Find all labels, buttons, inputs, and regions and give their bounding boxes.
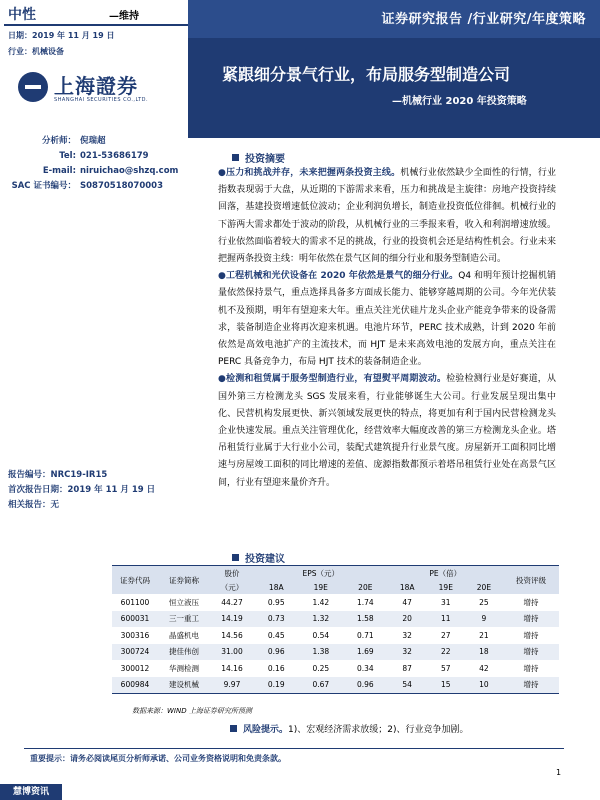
paragraph-text: 检验检测行业是好赛道，从国外第三方检测龙头 SGS 发展来看，行业能够诞生大公司。行业发展呈现出集中化、民营机构发展更快、新兴领域发展更快的特点，将更加有利于国内民营检测龙头企业快速发展。重点关注管理优化，经营效率大幅度改善的第三方检测龙头企业。塔吊租赁行业属于大行业小公司，装配式建筑提升行业景气度。房屋新开工面积同比增速与房屋竣工面积的同比增速的差值、庞源指数都预示着塔吊租赁行业处在高景气区间，行业有望迎来量价齐升。 — [218, 374, 556, 488]
cell-eps: 0.73 — [254, 611, 299, 628]
col-code: 证券代码 — [112, 566, 158, 595]
cell-eps: 1.32 — [299, 611, 344, 628]
cell-pe: 32 — [388, 644, 427, 661]
risk-text: 1)、宏观经济需求放缓；2)、行业竞争加剧。 — [288, 725, 469, 735]
cell-pe: 20 — [388, 611, 427, 628]
cell-price: 9.97 — [210, 677, 254, 694]
analyst-key: Tel: — [59, 151, 76, 161]
table-row — [112, 644, 559, 661]
rating-main: 中性 — [8, 7, 36, 23]
col-price-unit: （元） — [210, 580, 254, 594]
cell-pe: 87 — [388, 660, 427, 677]
cell-code: 300316 — [112, 627, 158, 644]
cell-pe: 54 — [388, 677, 427, 694]
table-row — [112, 611, 559, 628]
cell-pe: 11 — [427, 611, 465, 628]
cell-pe: 25 — [465, 594, 503, 611]
section-square-icon — [232, 154, 239, 161]
cell-eps: 0.19 — [254, 677, 299, 694]
analyst-row — [8, 164, 178, 179]
report-industry: 行业：机械设备 — [8, 47, 64, 56]
cell-eps: 0.71 — [343, 627, 388, 644]
cell-eps: 1.42 — [299, 594, 344, 611]
summary-paragraph-1 — [218, 165, 556, 268]
report-number: 报告编号：NRC19-IR15 — [8, 470, 108, 480]
investment-table — [112, 565, 559, 694]
cell-rating: 增持 — [503, 660, 559, 677]
header-rule — [4, 24, 188, 26]
analyst-info — [8, 134, 178, 194]
table-row — [112, 594, 559, 611]
first-report-date: 首次报告日期：2019 年 11 月 19 日 — [8, 485, 156, 495]
cell-rating: 增持 — [503, 627, 559, 644]
cell-code: 601100 — [112, 594, 158, 611]
cell-code: 600031 — [112, 611, 158, 628]
cell-name: 三一重工 — [158, 611, 210, 628]
important-notice: 重要提示：请务必阅读尾页分析师承诺、公司业务资格说明和免责条款。 — [30, 754, 286, 763]
col-eps: EPS（元） — [254, 566, 388, 581]
footer-rule — [24, 748, 564, 749]
cell-pe: 27 — [427, 627, 465, 644]
cell-eps: 1.58 — [343, 611, 388, 628]
cell-eps: 0.16 — [254, 660, 299, 677]
cell-name: 恒立液压 — [158, 594, 210, 611]
col-pe: PE（倍） — [388, 566, 503, 581]
paragraph-text: 机械行业依然缺少全面性的行情，行业指数表现弱于大盘，从近期的下游需求来看，压力和挑战是主旋律：房地产投资持续回落，基建投资增速低位波动；企业利润负增长，制造业投资低位徘徊。机械行业的下游两大需求都处于波动的阶段，从机械行业的三季报来看，收入和利润增速放缓。行业依然面临着较大的需求不足的挑战，行业的投资机会还是结构性机会。行业未来把握两条投资主线：明年依然在景气区间的细分行业和服务型制造公司。 — [218, 168, 556, 265]
cell-pe: 42 — [465, 660, 503, 677]
analyst-value: 021-53686179 — [80, 151, 149, 161]
report-date: 日期：2019 年 11 月 19 日 — [8, 31, 115, 40]
risk-section — [230, 722, 469, 735]
analyst-row — [8, 134, 178, 149]
cell-pe: 18 — [465, 644, 503, 661]
cell-pe: 57 — [427, 660, 465, 677]
advice-title: 投资建议 — [245, 554, 285, 565]
cell-code: 600984 — [112, 677, 158, 694]
analyst-row — [8, 149, 178, 164]
risk-title: 风险提示。 — [243, 725, 289, 735]
cell-eps: 0.95 — [254, 594, 299, 611]
col-price: 股价 — [210, 566, 254, 581]
report-subtitle: —机械行业 2020 年投资策略 — [392, 96, 527, 107]
table-row — [112, 677, 559, 694]
logo-mark-icon — [18, 72, 48, 102]
table-source: 数据来源：WIND 上海证券研究所预测 — [132, 707, 252, 715]
cell-eps: 0.45 — [254, 627, 299, 644]
summary-heading — [232, 150, 285, 165]
cell-eps: 1.69 — [343, 644, 388, 661]
cell-pe: 31 — [427, 594, 465, 611]
cell-eps: 0.25 — [299, 660, 344, 677]
cell-price: 31.00 — [210, 644, 254, 661]
paragraph-lead: ●工程机械和光伏设备在 2020 年依然是景气的细分行业。 — [218, 271, 459, 282]
cell-name: 建设机械 — [158, 677, 210, 694]
cell-name: 捷佳伟创 — [158, 644, 210, 661]
cell-pe: 21 — [465, 627, 503, 644]
cell-rating: 增持 — [503, 644, 559, 661]
analyst-row — [8, 179, 178, 194]
analyst-value: 倪瑞超 — [80, 136, 106, 146]
advice-heading — [232, 550, 285, 565]
summary-body — [218, 165, 556, 492]
section-square-icon — [232, 554, 239, 561]
col-pe-20e: 20E — [465, 580, 503, 594]
cell-pe: 32 — [388, 627, 427, 644]
paragraph-lead: ●检测和租赁属于服务型制造行业，有望熨平周期波动。 — [218, 374, 447, 385]
col-rating: 投资评级 — [503, 566, 559, 595]
cell-name: 华测检测 — [158, 660, 210, 677]
col-pe-18a: 18A — [388, 580, 427, 594]
col-eps-18a: 18A — [254, 580, 299, 594]
analyst-key: E-mail: — [42, 166, 76, 176]
table-row — [112, 660, 559, 677]
cell-price: 14.19 — [210, 611, 254, 628]
cell-eps: 1.74 — [343, 594, 388, 611]
summary-paragraph-3 — [218, 371, 556, 491]
cell-rating: 增持 — [503, 594, 559, 611]
cell-rating: 增持 — [503, 611, 559, 628]
analyst-email[interactable]: niruichao@shzq.com — [80, 166, 179, 176]
related-reports: 相关报告：无 — [8, 500, 60, 510]
summary-title: 投资摘要 — [245, 154, 285, 165]
cell-code: 300012 — [112, 660, 158, 677]
cell-code: 300724 — [112, 644, 158, 661]
col-eps-19e: 19E — [299, 580, 344, 594]
table-row — [112, 627, 559, 644]
section-square-icon — [230, 725, 237, 732]
col-name: 证券简称 — [158, 566, 210, 595]
cell-price: 44.27 — [210, 594, 254, 611]
table-header-row — [112, 566, 559, 581]
cell-price: 14.56 — [210, 627, 254, 644]
rating-label: —维持 — [109, 11, 139, 22]
page-number: 1 — [556, 768, 562, 777]
company-logo — [18, 72, 168, 106]
analyst-value: S0870518070003 — [80, 181, 164, 191]
cell-eps: 0.34 — [343, 660, 388, 677]
analyst-key: SAC 证书编号： — [11, 181, 76, 191]
source-stamp: 慧博资讯 — [0, 784, 62, 800]
col-eps-20e: 20E — [343, 580, 388, 594]
summary-paragraph-2 — [218, 268, 556, 371]
cell-price: 14.16 — [210, 660, 254, 677]
rating-label-text: 维持 — [119, 11, 139, 22]
cell-pe: 47 — [388, 594, 427, 611]
paragraph-text: Q4 和明年预计挖掘机销量依然保持景气，重点选择具备多方面成长能力、能够穿越周期的公司。今年光伏装机不及预期，明年有望迎来大年。重点关注光伏硅片龙头企业产能竞争带来的设备需求，装备制造企业将再次迎来机遇。电池片环节，PERC 技术成熟，计到 2020 年前依然是高效电池扩产的主流技术，而 HJT 是未来高效电池的发展方向，重点关注在 PERC 具备竞争力，布局 HJT 技术的装备制造企业。 — [218, 271, 557, 368]
cell-pe: 9 — [465, 611, 503, 628]
logo-text-cn: 上海證券 — [54, 74, 138, 98]
cell-pe: 22 — [427, 644, 465, 661]
cell-rating: 增持 — [503, 677, 559, 694]
cell-eps: 0.67 — [299, 677, 344, 694]
col-pe-19e: 19E — [427, 580, 465, 594]
cell-name: 晶盛机电 — [158, 627, 210, 644]
analyst-key: 分析师： — [41, 136, 76, 146]
logo-text-en: SHANGHAI SECURITIES CO.,LTD. — [54, 97, 149, 103]
cell-pe: 15 — [427, 677, 465, 694]
cell-eps: 0.54 — [299, 627, 344, 644]
cell-eps: 1.38 — [299, 644, 344, 661]
paragraph-lead: ●压力和挑战并存，未来把握两条投资主线。 — [218, 168, 401, 178]
cell-eps: 0.96 — [254, 644, 299, 661]
cell-pe: 10 — [465, 677, 503, 694]
report-title: 紧跟细分景气行业，布局服务型制造公司 — [222, 65, 511, 84]
report-category: 证券研究报告 /行业研究/年度策略 — [381, 12, 586, 27]
cell-eps: 0.96 — [343, 677, 388, 694]
report-info — [8, 468, 155, 513]
